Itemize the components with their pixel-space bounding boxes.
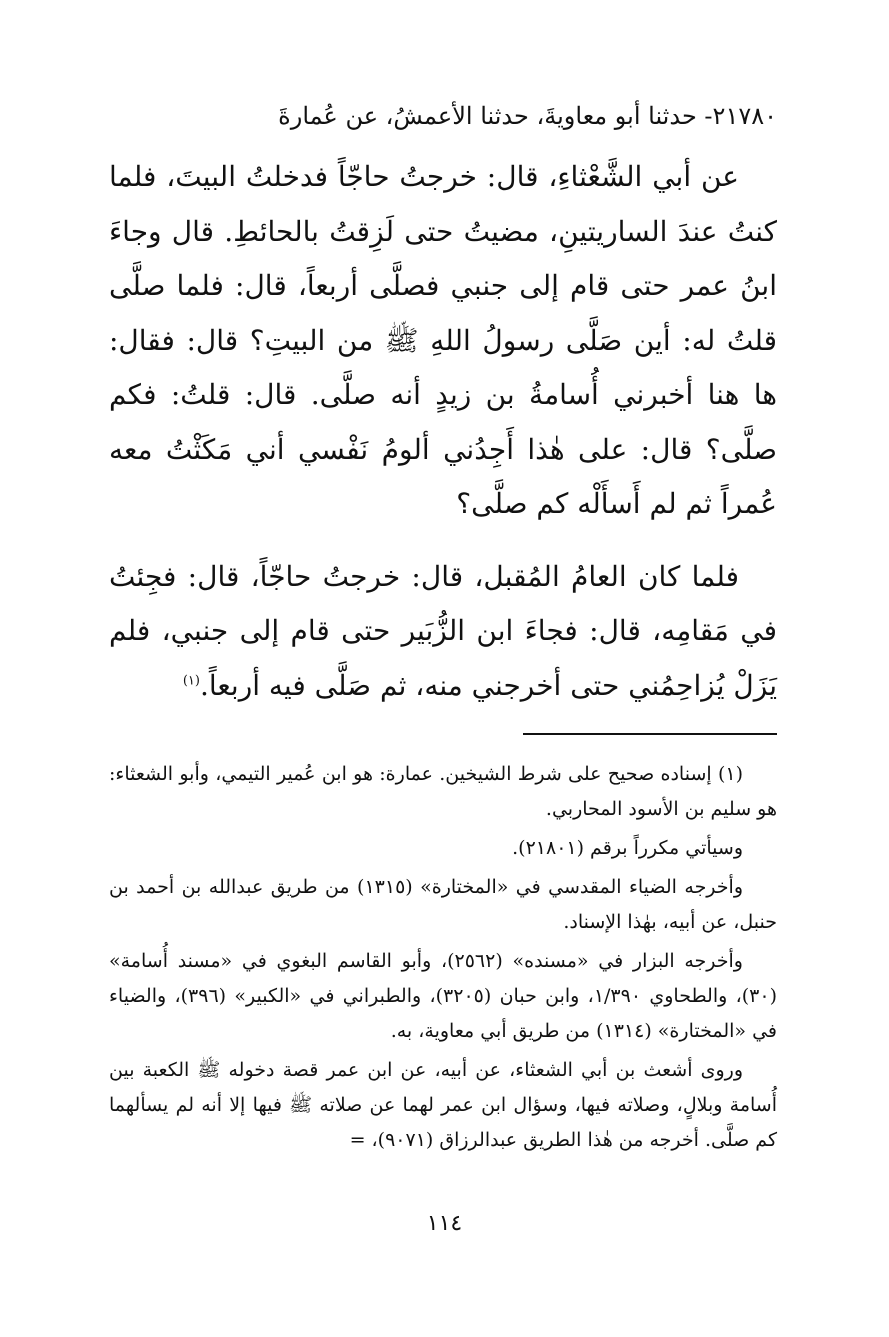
footnotes-section <box>109 757 777 1162</box>
footnote-paragraph: وروى أشعث بن أبي الشعثاء، عن أبيه، عن ابن عمر قصة دخوله ﷺ الكعبة بين أُسامة وبلالٍ، وصلاته فيها، وسؤال ابن عمر لهما عن صلاته ﷺ فيها إلا أنه لم يسألهما كم صلَّى. أخرجه من هٰذا الطريق عبدالرزاق (٩٠٧١)، = <box>109 1059 777 1151</box>
footnote-paragraph: (١) إسناده صحيح على شرط الشيخين. عمارة: هو ابن عُمير التيمي، وأبو الشعثاء: هو سليم بن الأسود المحاربي. <box>109 763 777 820</box>
footnote-paragraph: وأخرجه البزار في «مسنده» (٢٥٦٢)، وأبو القاسم البغوي في «مسند أُسامة» (٣٠)، والطحاوي ١/٣٩٠، وابن حبان (٣٢٠٥)، والطبراني في «الكبير» (٣٩٦)، والضياء في «المختارة» (١٣١٤) من طريق أبي معاوية، به. <box>109 950 778 1042</box>
hadith-heading: ٢١٧٨٠- حدثنا أبو معاويةَ، حدثنا الأعمشُ، عن عُمارةَ <box>278 102 777 130</box>
hadith-paragraph-text: عن أبي الشَّعْثاءِ، قال: خرجتُ حاجّاً فدخلتُ البيتَ، فلما كنتُ عندَ الساريتينِ، مضيتُ حتى لَزِقتُ بالحائطِ. قال وجاءَ ابنُ عمر حتى قام إلى جنبي فصلَّى أربعاً، قال: فلما صلَّى قلتُ له: أين صَلَّى رسولُ اللهِ ﷺ من البيتِ؟ قال: فقال: ها هنا أخبرني أُسامةُ بن زيدٍ أنه صلَّى. قال: قلتُ: فكم صلَّى؟ قال: على هٰذا أَجِدُني ألومُ نَفْسي أني مَكَثْتُ معه عُمراً ثم لم أَسأَلْه كم صلَّى؟ <box>109 160 777 520</box>
footnote-paragraph: وأخرجه الضياء المقدسي في «المختارة» (١٣١٥) من طريق عبدالله بن أحمد بن حنبل، عن أبيه، بهٰذا الإسناد. <box>109 876 777 933</box>
footnote-reference: (١) <box>182 673 200 689</box>
hadith-paragraph <box>109 150 777 532</box>
hadith-paragraph-text: فلما كان العامُ المُقبل، قال: خرجتُ حاجّاً، قال: فجِئتُ في مَقامِه، قال: فجاءَ ابن الزُّبَير حتى قام إلى جنبي، فلم يَزَلْ يُزاحِمُني حتى أخرجني منه، ثم صَلَّى فيه أربعاً. <box>109 559 777 702</box>
hadith-paragraph <box>109 550 777 714</box>
hadith-body <box>109 150 777 713</box>
footnote-separator <box>523 733 777 735</box>
page-number: ١١٤ <box>426 1211 463 1236</box>
footnote-paragraph: وسيأتي مكرراً برقم (٢١٨٠١). <box>512 837 743 859</box>
